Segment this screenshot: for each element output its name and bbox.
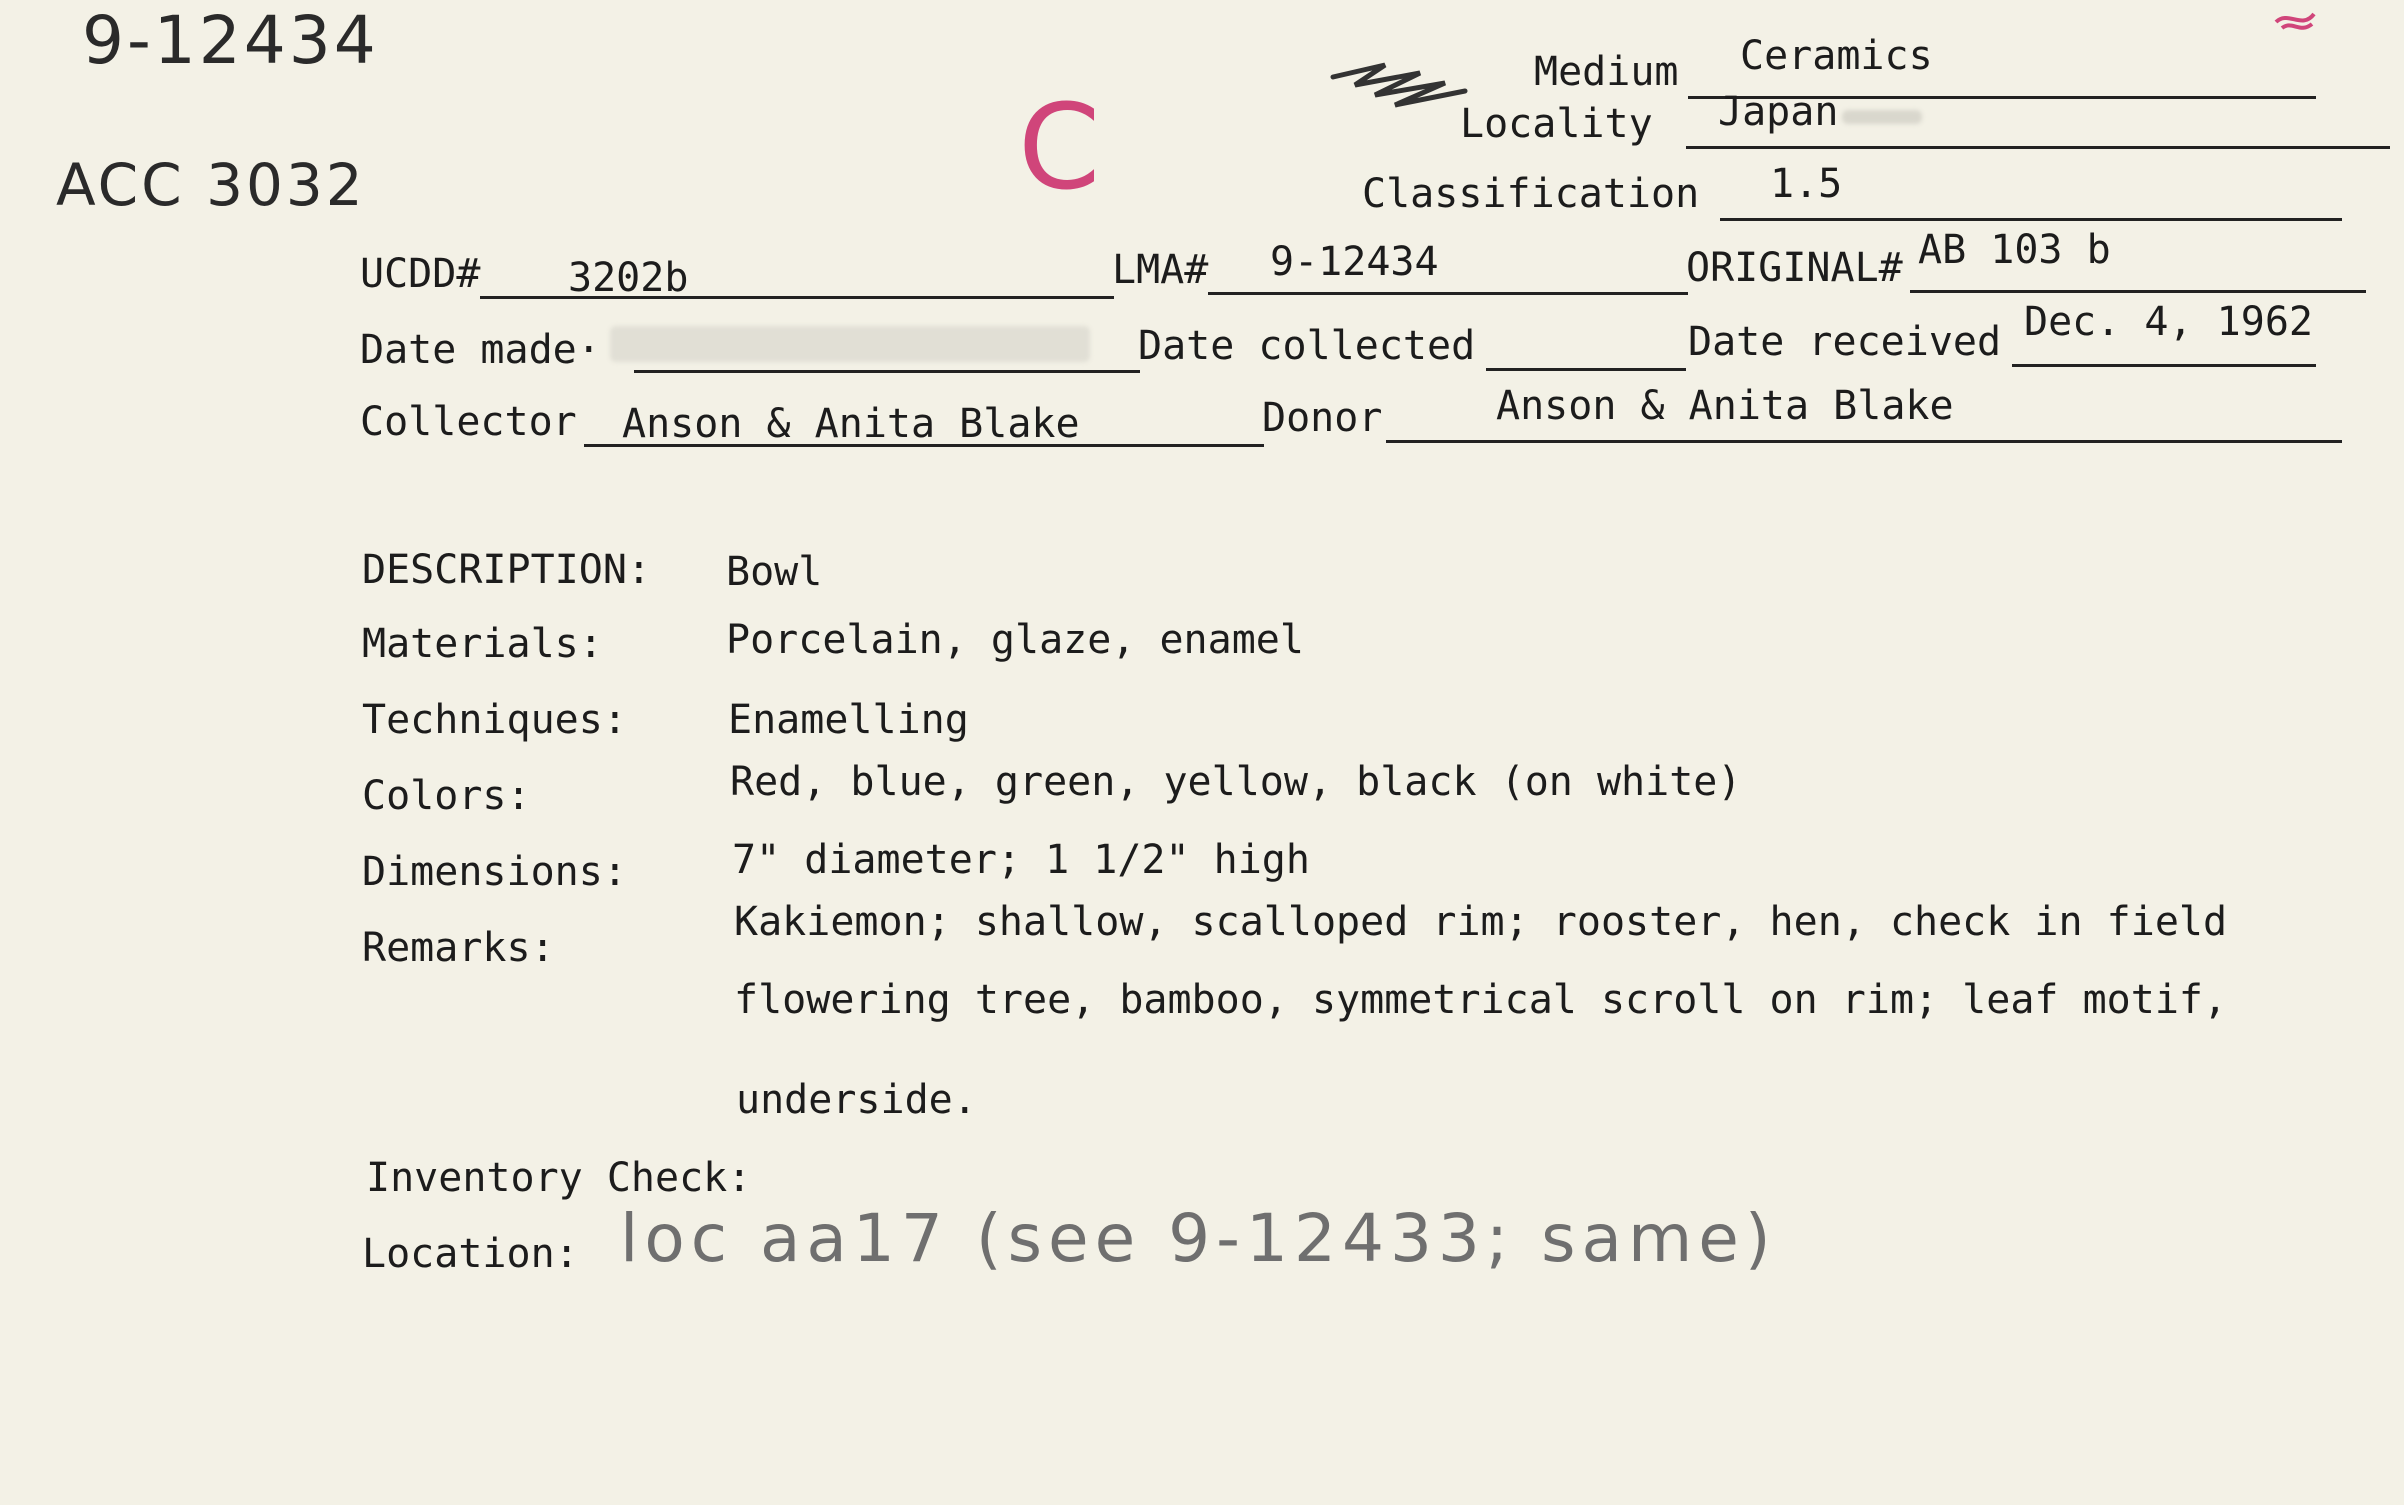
donor-value: Anson & Anita Blake [1496, 383, 1954, 429]
handwritten-letter-c: C [1018, 78, 1101, 216]
description-value: Bowl [726, 549, 823, 595]
original-value: AB 103 b [1918, 227, 2111, 273]
inventory-check-label: Inventory Check: [366, 1155, 752, 1201]
date-collected-label: Date collected [1138, 323, 1476, 369]
remarks-line-1: Kakiemon; shallow, scalloped rim; rooster, hen, check in field [734, 899, 2228, 945]
colors-label: Colors: [362, 773, 531, 819]
lma-underline [1208, 292, 1688, 295]
locality-label: Locality [1460, 101, 1653, 147]
remarks-line-2: flowering tree, bamboo, symmetrical scroll on rim; leaf motif, [734, 977, 2228, 1023]
donor-underline [1386, 440, 2342, 443]
scribble-mark-icon [1325, 55, 1475, 115]
description-label: DESCRIPTION: [362, 547, 651, 593]
locality-underline [1686, 146, 2390, 149]
pink-mark-icon [2268, 0, 2328, 40]
handwritten-acc-number: ACC 3032 [56, 151, 366, 219]
dimensions-label: Dimensions: [362, 849, 627, 895]
lma-label: LMA# [1112, 247, 1209, 293]
date-received-value: Dec. 4, 1962 [2024, 299, 2313, 345]
date-collected-underline [1486, 368, 1686, 371]
materials-value: Porcelain, glaze, enamel [726, 617, 1304, 663]
medium-label: Medium [1534, 49, 1679, 95]
donor-label: Donor [1262, 395, 1383, 441]
materials-label: Materials: [362, 621, 603, 667]
location-label: Location: [362, 1231, 579, 1277]
classification-underline [1720, 218, 2342, 221]
dimensions-value: 7" diameter; 1 1/2" high [732, 837, 1310, 883]
collector-label: Collector [360, 399, 577, 445]
collector-value: Anson & Anita Blake [622, 401, 1080, 447]
classification-value: 1.5 [1770, 161, 1843, 207]
techniques-label: Techniques: [362, 697, 627, 743]
remarks-label: Remarks: [362, 925, 555, 971]
classification-label: Classification [1362, 171, 1700, 217]
techniques-value: Enamelling [728, 697, 969, 743]
lma-value: 9-12434 [1270, 239, 1439, 285]
ucdd-label: UCDD# [360, 251, 481, 297]
colors-value: Red, blue, green, yellow, black (on white) [730, 759, 1742, 805]
medium-value: Ceramics [1740, 33, 1933, 79]
date-made-label: Date made· [360, 327, 601, 373]
handwritten-top-number: 9-12434 [82, 2, 379, 79]
original-underline [1910, 290, 2366, 293]
locality-smudge [1842, 110, 1922, 124]
location-value-handwritten: loc aa17 (see 9-12433; same) [620, 1200, 1777, 1277]
remarks-line-3: underside. [736, 1077, 977, 1123]
date-received-underline [2012, 364, 2316, 367]
locality-value: Japan [1718, 89, 1839, 135]
date-made-erased [610, 326, 1090, 362]
original-label: ORIGINAL# [1686, 245, 1903, 291]
date-made-underline [634, 370, 1140, 373]
date-received-label: Date received [1688, 319, 2002, 365]
ucdd-value: 3202b [568, 255, 689, 301]
